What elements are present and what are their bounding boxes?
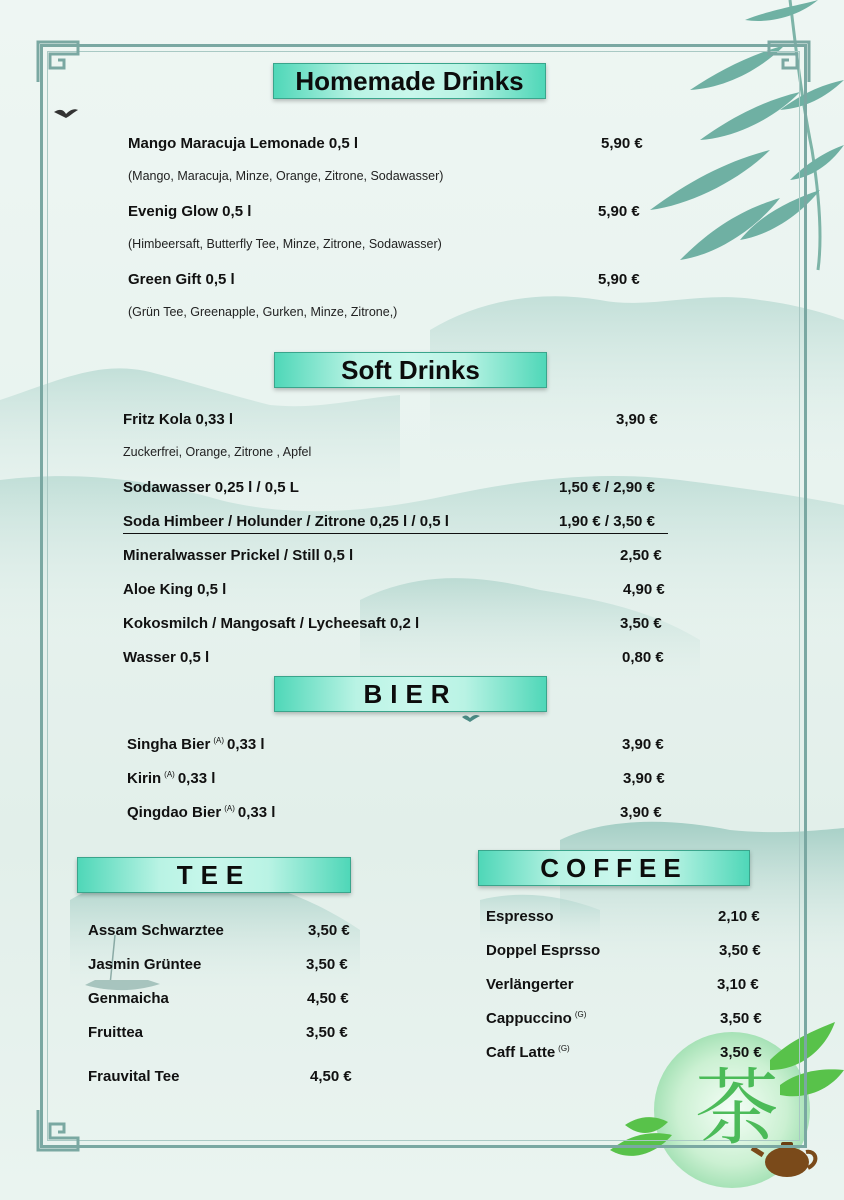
menu-item-price: 4,90 € bbox=[623, 581, 665, 598]
section-banner-coffee bbox=[478, 850, 750, 886]
menu-item-name: Singha Bier $^{(A)}$ 0,33 l bbox=[127, 736, 265, 753]
menu-item-price: 1,90 € / 3,50 € bbox=[559, 513, 655, 530]
menu-item-name: Jasmin Grüntee bbox=[88, 956, 202, 973]
menu-item-name: Verlängerter bbox=[486, 976, 574, 993]
section-title: BIER bbox=[363, 678, 458, 709]
menu-item-name: Wasser 0,5 l bbox=[123, 649, 210, 666]
menu-item-price: 0,80 € bbox=[622, 649, 664, 666]
menu-item-price: 3,90 € bbox=[622, 736, 664, 753]
menu-item-name: Mango Maracuja Lemonade 0,5 l bbox=[128, 135, 359, 152]
menu-item-price: 3,50 € bbox=[720, 1010, 762, 1027]
section-banner-soft-drinks bbox=[274, 352, 547, 388]
menu-item-name: Kirin $^{(A)}$ 0,33 l bbox=[127, 770, 216, 787]
menu-item-price: 5,90 € bbox=[598, 203, 640, 220]
section-banner-homemade bbox=[273, 63, 546, 99]
menu-item-name: Caff Latte $^{(G)}$ bbox=[486, 1044, 570, 1061]
menu-item-name: Cappuccino $^{(G)}$ bbox=[486, 1010, 587, 1027]
menu-item-description: Zuckerfrei, Orange, Zitrone , Apfel bbox=[123, 445, 312, 459]
menu-item-name: Espresso bbox=[486, 908, 554, 925]
menu-item-name: Kokosmilch / Mangosaft / Lycheesaft 0,2 l bbox=[123, 615, 420, 632]
menu-item-price: 4,50 € bbox=[310, 1068, 352, 1085]
tea-character-emblem: 茶 bbox=[694, 1059, 779, 1157]
menu-item-price: 2,10 € bbox=[718, 908, 760, 925]
menu-item-name: Soda Himbeer / Holunder / Zitrone 0,25 l / 0,5 l bbox=[123, 513, 449, 530]
section-banner-tee bbox=[77, 857, 351, 893]
menu-item-price: 3,10 € bbox=[717, 976, 759, 993]
menu-item-price: 3,50 € bbox=[306, 1024, 348, 1041]
menu-item-name: Genmaicha bbox=[88, 990, 169, 1007]
menu-item-price: 3,50 € bbox=[719, 942, 761, 959]
menu-item-name: Fritz Kola 0,33 l bbox=[123, 411, 234, 428]
section-title: Homemade Drinks bbox=[295, 65, 524, 96]
menu-item-price: 5,90 € bbox=[601, 135, 643, 152]
menu-item-price: 3,90 € bbox=[623, 770, 665, 787]
menu-item-name: Mineralwasser Prickel / Still 0,5 l bbox=[123, 547, 354, 564]
menu-item-price: 1,50 € / 2,90 € bbox=[559, 479, 655, 496]
menu-item-price: 3,90 € bbox=[616, 411, 658, 428]
menu-item-description: (Grün Tee, Greenapple, Gurken, Minze, Zitrone,) bbox=[128, 305, 398, 319]
menu-item-price: 3,90 € bbox=[620, 804, 662, 821]
section-title: TEE bbox=[176, 859, 252, 890]
section-title: Soft Drinks bbox=[341, 354, 480, 385]
menu-item-name: Evenig Glow 0,5 l bbox=[128, 203, 252, 220]
menu-item-name: Assam Schwarztee bbox=[88, 922, 224, 939]
menu-item-description: (Himbeersaft, Butterfly Tee, Minze, Zitrone, Sodawasser) bbox=[128, 237, 442, 251]
menu-item-price: 3,50 € bbox=[308, 922, 350, 939]
menu-item-name: Frauvital Tee bbox=[88, 1068, 180, 1085]
section-banner-bier bbox=[274, 676, 547, 712]
section-title: COFFEE bbox=[540, 852, 688, 883]
menu-item-price: 5,90 € bbox=[598, 271, 640, 288]
menu-item-price: 3,50 € bbox=[720, 1044, 762, 1061]
fret-corner-icon bbox=[36, 1108, 80, 1152]
fret-corner-icon bbox=[767, 40, 811, 84]
menu-item-name: Fruittea bbox=[88, 1024, 144, 1041]
menu-item-name: Doppel Esprsso bbox=[486, 942, 601, 959]
menu-item-name: Qingdao Bier $^{(A)}$ 0,33 l bbox=[127, 804, 276, 821]
menu-item-name: Green Gift 0,5 l bbox=[128, 271, 235, 288]
menu-item-name: Aloe King 0,5 l bbox=[123, 581, 227, 598]
menu-item-price: 3,50 € bbox=[306, 956, 348, 973]
menu-item-price: 3,50 € bbox=[620, 615, 662, 632]
menu-item-price: 4,50 € bbox=[307, 990, 349, 1007]
menu-item-name: Sodawasser 0,25 l / 0,5 L bbox=[123, 479, 299, 496]
menu-item-price: 2,50 € bbox=[620, 547, 662, 564]
menu-item-description: (Mango, Maracuja, Minze, Orange, Zitrone, Sodawasser) bbox=[128, 169, 444, 183]
fret-corner-icon bbox=[36, 40, 80, 84]
